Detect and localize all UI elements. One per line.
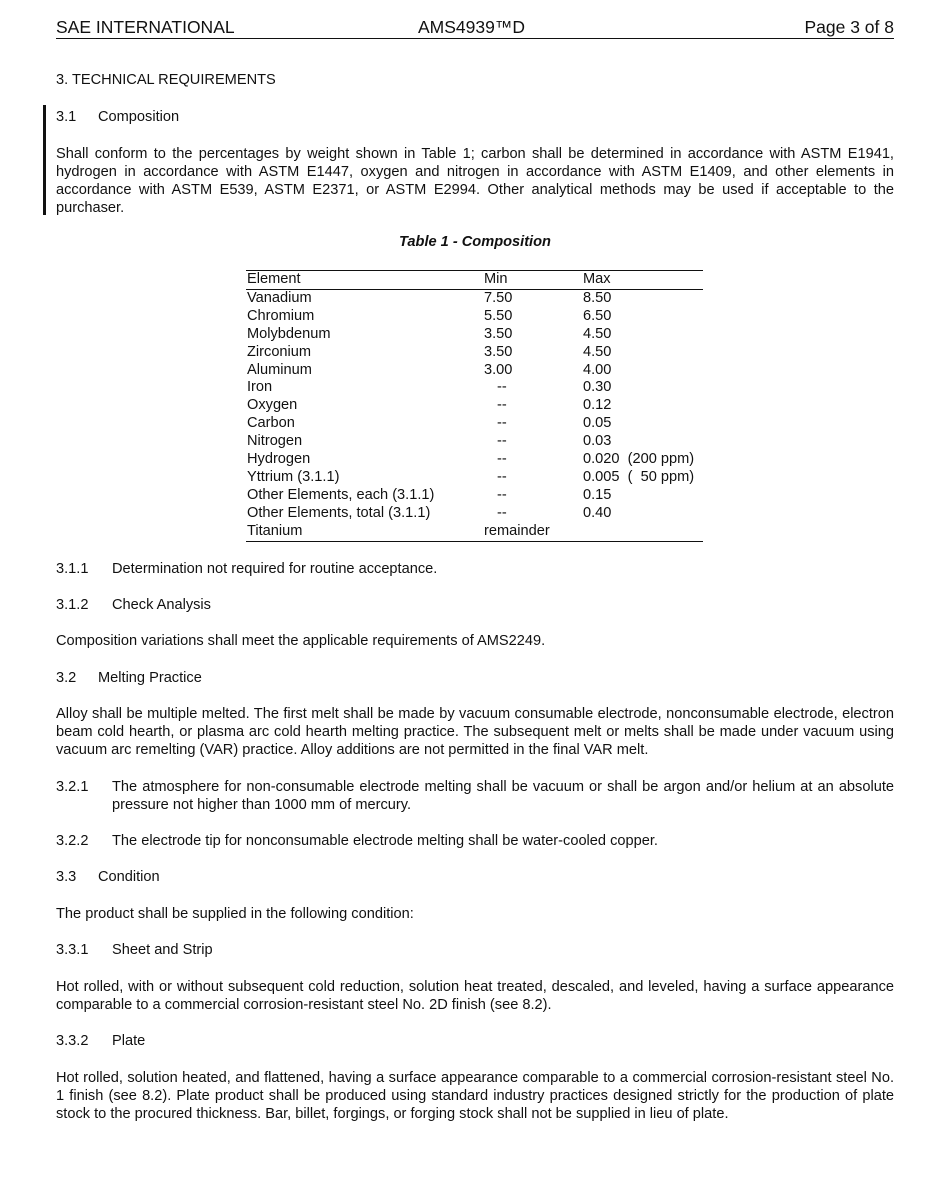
- cell-min: --: [497, 433, 507, 450]
- cell-max: 0.15: [583, 486, 612, 503]
- table-header-row: [246, 271, 703, 290]
- header-page-number: Page 3 of 8: [804, 17, 894, 37]
- cell-min: --: [497, 468, 507, 485]
- composition-table: [246, 270, 703, 542]
- section-3-3-number: 3.3: [56, 869, 77, 885]
- section-3-3-2-text: Hot rolled, solution heated, and flattened, having a surface appearance comparable to a commercial corrosion-resistant steel No. 1 finish (see 8.2). Plate product shall be produced using standard industry practices designed strictly for the production of plate stock to the procured thickness. Bar, billet, forgings, or forging stock shall not be supplied in lieu of plate.: [56, 1070, 894, 1122]
- cell-max: 0.30: [583, 379, 612, 396]
- revision-change-bar: [43, 105, 46, 215]
- cell-max: 6.50: [583, 307, 612, 324]
- section-3-2-1-number: 3.2.1: [56, 779, 89, 795]
- cell-element: Oxygen: [247, 397, 298, 414]
- cell-max: 0.005 ( 50 ppm): [583, 468, 695, 485]
- cell-max: 0.05: [583, 415, 612, 432]
- section-3-3-heading: Condition: [98, 869, 160, 885]
- table-row: [246, 415, 703, 433]
- cell-element: Nitrogen: [247, 433, 303, 450]
- section-3-2-heading: Melting Practice: [98, 670, 202, 686]
- cell-max: 0.12: [583, 397, 612, 414]
- composition-table-body: [246, 289, 703, 541]
- header-doc-number: AMS4939™D: [418, 17, 525, 37]
- column-header-element: Element: [246, 271, 483, 290]
- section-3-3-1-heading: Sheet and Strip: [112, 942, 213, 958]
- cell-element: Yttrium (3.1.1): [247, 468, 340, 485]
- cell-min: 3.50: [484, 325, 513, 342]
- cell-min: --: [497, 415, 507, 432]
- table-row: [246, 523, 703, 541]
- cell-min: --: [497, 379, 507, 396]
- table-row: [246, 379, 703, 397]
- table-row: [246, 433, 703, 451]
- section-3-2-1-text: The atmosphere for non-consumable electrode melting shall be vacuum or shall be argon and/or helium at an absolute pressure not higher than 1000 mm of mercury.: [112, 779, 894, 813]
- section-3-2-2-text: The electrode tip for nonconsumable electrode melting shall be water-cooled copper.: [112, 833, 658, 849]
- cell-element: Zirconium: [247, 343, 312, 360]
- section-3-2-number: 3.2: [56, 670, 77, 686]
- table-row: [246, 344, 703, 362]
- section-3-1-2-number: 3.1.2: [56, 597, 89, 613]
- table-1-caption: Table 1 - Composition: [399, 234, 551, 250]
- section-3-3-1-text: Hot rolled, with or without subsequent cold reduction, solution heat treated, descaled, and leveled, having a surface appearance comparable to a commercial corrosion-resistant steel No. 2D finish (see 8.2).: [56, 979, 894, 1013]
- cell-min: --: [497, 451, 507, 468]
- table-row: [246, 362, 703, 380]
- cell-element: Carbon: [247, 415, 295, 432]
- cell-max: 4.50: [583, 325, 612, 342]
- table-row: [246, 487, 703, 505]
- table-row: [246, 289, 703, 307]
- section-3-1-number: 3.1: [56, 109, 77, 125]
- cell-max: 8.50: [583, 289, 612, 306]
- cell-max: [582, 523, 703, 541]
- section-3-3-text: The product shall be supplied in the following condition:: [56, 906, 414, 922]
- cell-min: --: [497, 397, 507, 414]
- cell-element: Hydrogen: [247, 451, 311, 468]
- table-row: [246, 308, 703, 326]
- column-header-min: Min: [483, 271, 582, 290]
- cell-max: 0.40: [583, 504, 612, 521]
- table-row: [246, 469, 703, 487]
- cell-min: 3.00: [484, 361, 513, 378]
- table-row: [246, 451, 703, 469]
- cell-min: --: [497, 504, 507, 521]
- table-row: [246, 505, 703, 523]
- section-3-3-2-number: 3.3.2: [56, 1033, 89, 1049]
- section-3-1-2-text: Composition variations shall meet the applicable requirements of AMS2249.: [56, 633, 546, 649]
- cell-min: --: [497, 486, 507, 503]
- section-3-heading: 3. TECHNICAL REQUIREMENTS: [56, 72, 276, 88]
- cell-element: Chromium: [247, 307, 315, 324]
- section-3-3-1-number: 3.3.1: [56, 942, 89, 958]
- cell-max: 4.00: [583, 361, 612, 378]
- cell-min: remainder: [484, 522, 550, 539]
- cell-element: Titanium: [247, 522, 303, 539]
- cell-max: 0.020 (200 ppm): [583, 451, 695, 468]
- table-row: [246, 326, 703, 344]
- section-3-1-2-heading: Check Analysis: [112, 597, 211, 613]
- section-3-1-1-number: 3.1.1: [56, 561, 89, 577]
- cell-min: 3.50: [484, 343, 513, 360]
- cell-element: Other Elements, total (3.1.1): [247, 504, 431, 521]
- section-3-1-text: Shall conform to the percentages by weight shown in Table 1; carbon shall be determined in accordance with ASTM E1941, hydrogen in accordance with ASTM E1447, oxygen and nitrogen in accordance with ASTM E1409, and other elements in accordance with ASTM E539, ASTM E2371, or ASTM E2994. Other analytical methods may be used if acceptable to the purchaser.: [56, 146, 894, 216]
- cell-element: Vanadium: [247, 289, 312, 306]
- cell-max: 4.50: [583, 343, 612, 360]
- cell-element: Other Elements, each (3.1.1): [247, 486, 435, 503]
- header-org: SAE INTERNATIONAL: [56, 17, 235, 37]
- section-3-2-text: Alloy shall be multiple melted. The first melt shall be made by vacuum consumable electrode, nonconsumable electrode, electron beam cold hearth, or plasma arc cold hearth melting practice. The subsequent melt or melts shall be made under vacuum using vacuum arc remelting (VAR) practice. Alloy additions are not permitted in the final VAR melt.: [56, 706, 894, 758]
- cell-element: Molybdenum: [247, 325, 331, 342]
- section-3-2-2-number: 3.2.2: [56, 833, 89, 849]
- cell-max: 0.03: [583, 433, 612, 450]
- section-3-3-2-heading: Plate: [112, 1033, 146, 1049]
- section-3-1-1-text: Determination not required for routine acceptance.: [112, 561, 438, 577]
- cell-min: 7.50: [484, 289, 513, 306]
- cell-min: 5.50: [484, 307, 513, 324]
- column-header-max: Max: [582, 271, 703, 290]
- table-row: [246, 397, 703, 415]
- page-header: [56, 17, 894, 39]
- cell-element: Aluminum: [247, 361, 312, 378]
- section-3-1-heading: Composition: [98, 109, 180, 125]
- cell-element: Iron: [247, 379, 273, 396]
